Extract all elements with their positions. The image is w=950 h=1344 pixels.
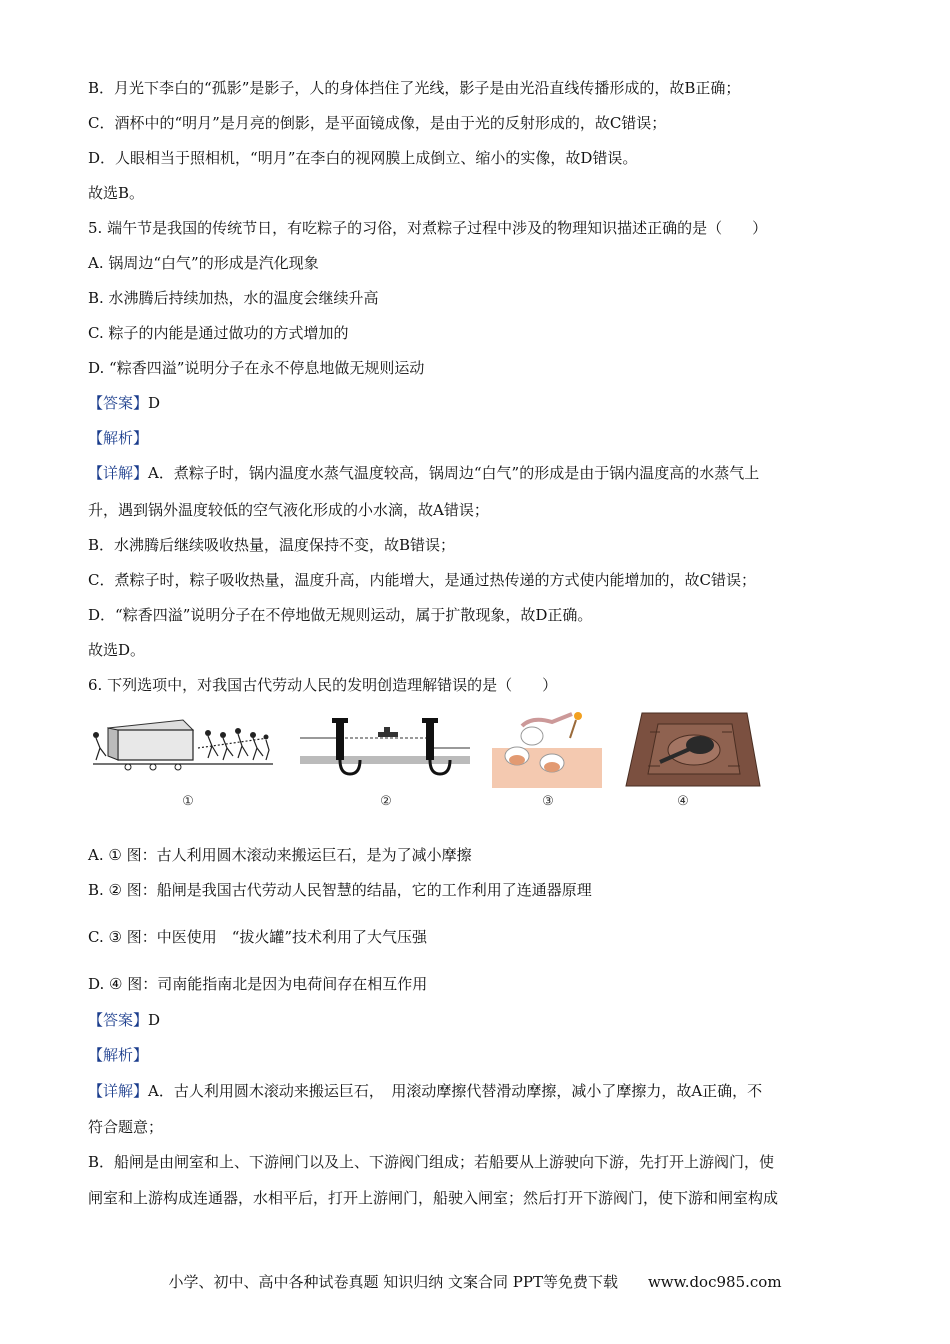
sinan-compass-figure — [622, 708, 762, 788]
figure-caption-3: ③ — [542, 794, 554, 809]
page-footer: 小学、初中、高中各种试卷真题 知识归纳 文案合同 PPT等免费下载 www.doc985.com — [168, 1273, 782, 1291]
q5-detail-c: C．煮粽子时，粽子吸收热量，温度升高，内能增大，是通过热传递的方式使内能增加的，故C错误； — [88, 571, 756, 589]
q5-stem: 5. 端午节是我国的传统节日，有吃粽子的习俗，对煮粽子过程中涉及的物理知识描述正确的是（ ） — [88, 219, 768, 237]
q5-detail-a1 — [88, 463, 759, 483]
figure-caption-4: ④ — [677, 794, 689, 809]
stone-transport-figure — [88, 708, 278, 788]
answer-value: D — [148, 394, 161, 412]
q4-detail-d: D．人眼相当于照相机，“明月”在李白的视网膜上成倒立、缩小的实像，故D错误。 — [88, 149, 638, 167]
detail-tag: 【详解】 — [88, 1082, 149, 1100]
q5-analysis-tag: 【解析】 — [88, 429, 149, 447]
q4-detail-b: B．月光下李白的“孤影”是影子，人的身体挡住了光线，影子是由光沿直线传播形成的，故B正确； — [88, 79, 741, 97]
q4-conclusion: 故选B。 — [88, 184, 145, 202]
q5-answer — [88, 393, 160, 413]
answer-tag: 【答案】 — [88, 394, 149, 412]
q5-detail-d: D．“粽香四溢”说明分子在不停地做无规则运动，属于扩散现象，故D正确。 — [88, 606, 593, 624]
q6-option-c: C. ③ 图：中医使用 “拔火罐”技术利用了大气压强 — [88, 928, 428, 946]
q6-answer — [88, 1010, 160, 1030]
q6-option-b: B. ② 图：船闸是我国古代劳动人民智慧的结晶，它的工作利用了连通器原理 — [88, 881, 592, 899]
answer-tag: 【答案】 — [88, 1011, 149, 1029]
q6-analysis-tag: 【解析】 — [88, 1046, 149, 1064]
answer-value: D — [148, 1011, 161, 1029]
q6-figures — [88, 708, 788, 808]
q5-conclusion: 故选D。 — [88, 641, 146, 659]
cupping-figure — [492, 708, 602, 788]
detail-text: A．煮粽子时，锅内温度水蒸气温度较高，锅周边“白气”的形成是由于锅内温度高的水蒸气上 — [148, 464, 760, 482]
q5-option-d: D. “粽香四溢”说明分子在永不停息地做无规则运动 — [88, 359, 425, 377]
q6-detail-b1: B．船闸是由闸室和上、下游闸门以及上、下游阀门组成；若船要从上游驶向下游，先打开上游阀门，使 — [88, 1153, 775, 1171]
q5-option-c: C. 粽子的内能是通过做功的方式增加的 — [88, 324, 349, 342]
q6-detail-b2: 闸室和上游构成连通器，水相平后，打开上游闸门，船驶入闸室；然后打开下游阀门，使下游和闸室构成 — [88, 1189, 779, 1207]
figure-caption-2: ② — [380, 794, 392, 809]
q6-option-d: D. ④ 图：司南能指南北是因为电荷间存在相互作用 — [88, 975, 428, 993]
detail-tag: 【详解】 — [88, 464, 149, 482]
q6-detail-a2: 符合题意； — [88, 1118, 164, 1136]
q5-option-b: B. 水沸腾后持续加热，水的温度会继续升高 — [88, 289, 379, 307]
figure-caption-1: ① — [182, 794, 194, 809]
q5-detail-b: B．水沸腾后继续吸收热量，温度保持不变，故B错误； — [88, 536, 456, 554]
q5-detail-a2: 升，遇到锅外温度较低的空气液化形成的小水滴，故A错误； — [88, 501, 489, 519]
q4-detail-c: C．酒杯中的“明月”是月亮的倒影，是平面镜成像，是由于光的反射形成的，故C错误； — [88, 114, 667, 132]
q6-option-a: A. ① 图：古人利用圆木滚动来搬运巨石，是为了减小摩擦 — [88, 846, 472, 864]
q6-stem: 6. 下列选项中，对我国古代劳动人民的发明创造理解错误的是（ ） — [88, 676, 558, 694]
q6-detail-a1 — [88, 1081, 762, 1101]
q5-option-a: A. 锅周边“白气”的形成是汽化现象 — [88, 254, 319, 272]
detail-text: A．古人利用圆木滚动来搬运巨石， 用滚动摩擦代替滑动摩擦，减小了摩擦力，故A正确，不 — [148, 1082, 763, 1100]
ship-lock-figure — [300, 708, 470, 788]
